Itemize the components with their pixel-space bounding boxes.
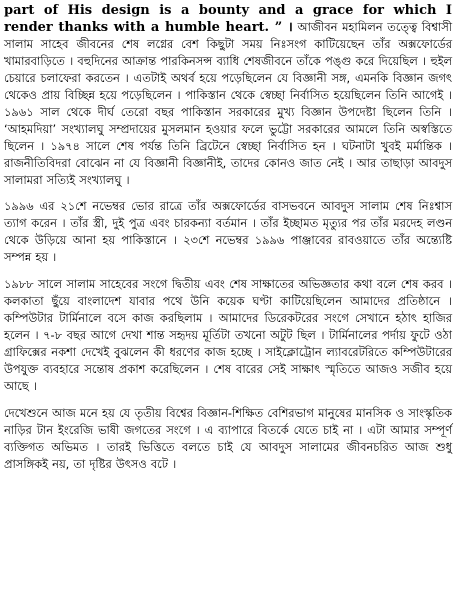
paragraph-1 (4, 2, 452, 189)
paragraph-1-text: আজীবন মহামিলন তত্ত্বে বিশ্বাসী সালাম সাহেব জীবনের শেষ লগ্নের বেশ কিছুটা সময় নিঃসংগ কাটিয়েছেন তাঁর অক্সফোর্ডের খামারবাড়িতে । বহুদিনের আক্রান্ত পারকিনসন্স ব্যাধি শেষজীবনে তাঁকে পঙ্গু করে দিয়েছিল । হুইল চেয়ারে চলাফেরা করতেন । এতটাই অথর্ব হয়ে পড়েছিলেন যে বিজ্ঞানী সঙ্গ, এমনকি বিজ্ঞান জগৎ থেকেও প্রায় বিচ্ছিন্ন হয়ে পড়েছিলেন । পাকিস্তান থেকে স্বেচ্ছা নির্বাসিত হয়েছিলেন তিনি আগেই । ১৯৬১ সাল থেকে দীর্ঘ তেরো বছর পাকিস্তান সরকারের মুখ্য বিজ্ঞান উপদেষ্টা ছিলেন তিনি । ‘আহমদিয়া’ সংখ্যালঘু সম্প্রদায়ের মুসলমান হওয়ার ফলে ভুট্টো সরকারের আমলে তিনি অস্বস্তিতে ছিলেন । ১৯৭৪ সালে শেষ পর্যন্ত তিনি ব্রিটেনে স্বেচ্ছা নির্বাসিত হন । ঘটনাটা খুবই মর্মান্তিক । রাজনীতিবিদরা বোঝেন না যে বিজ্ঞানী বিজ্ঞানীই, তাদের কোনও জাত নেই । আর তাছাড়া আবদুস সালামরা সত্যিই সংখ্যালঘু । (4, 20, 452, 187)
paragraph-3: ১৯৮৮ সালে সালাম সাহেবের সংগে দ্বিতীয় এবং শেষ সাক্ষাতের অভিজ্ঞতার কথা বলে শেষ করব । কলকাতা ছুঁয়ে বাংলাদেশ যাবার পথে উনি কয়েক ঘণ্টা কাটিয়েছিলেন আমাদের প্রতিষ্ঠানে । কম্পিউটার টার্মিনালে বসে কাজ করছিলাম । আমাদের ডিরেকটরের সংগে সেখানে হঠাৎ হাজির হলেন । ৭-৮ বছর আগে দেখা শান্ত সহৃদয় মূর্তিটা তখনো অটুট ছিল । টার্মিনালের পর্দায় ফুটে ওঠা গ্রাফিক্সের নকশা দেখেই বুঝলেন কী ধরণের কাজ হচ্ছে । সাইক্লোট্রোন ল্যাবরেটরিতে কম্পিউটারের উপযুক্ত ব্যবহারে সন্তোষ প্রকাশ করেছিলেন । শেষ বারের সেই সাক্ষাৎ স্মৃতিতে আজও সজীব হয়ে আছে । (4, 277, 452, 393)
english-quote-ending: part of His design is a bounty and a grace for which I render thanks with a humble heart. ” । (4, 3, 452, 35)
paragraph-4: দেখেশুনে আজ মনে হয় যে তৃতীয় বিশ্বের বিজ্ঞান-শিক্ষিত বেশিরভাগ মানুষের মানসিক ও সাংস্কৃতিক নাড়ির টান ইংরেজি ভাষী জগতের সংগে । এ ব্যাপারে বিতর্কে যেতে চাই না । এটা আমার সম্পূর্ণ ব্যক্তিগত অভিমত । তারই ভিত্তিতে বলতে চাই যে আবদুস সালামের জীবনচরিত আজ শুধু প্রাসঙ্গিকই নয়, তা দৃষ্টির উৎসও বটে । (4, 406, 452, 471)
paragraph-2: ১৯৯৬ এর ২১শে নভেম্বর ভোর রাত্রে তাঁর অক্সফোর্ডের বাসভবনে আবদুস সালাম শেষ নিঃশ্বাস ত্যাগ করেন । তাঁর স্ত্রী, দুই পুত্র এবং চারকন্যা বর্তমান । তাঁর ইচ্ছামত মৃত্যুর পর তাঁর মরদেহ লণ্ডন থেকে উড়িয়ে আনা হয় পাকিস্তানে । ২৩শে নভেম্বর ১৯৯৬ পাঞ্জাবের রাবওয়াতে তাঁর অন্ত্যেষ্টি সম্পন্ন হয় । (4, 199, 452, 264)
